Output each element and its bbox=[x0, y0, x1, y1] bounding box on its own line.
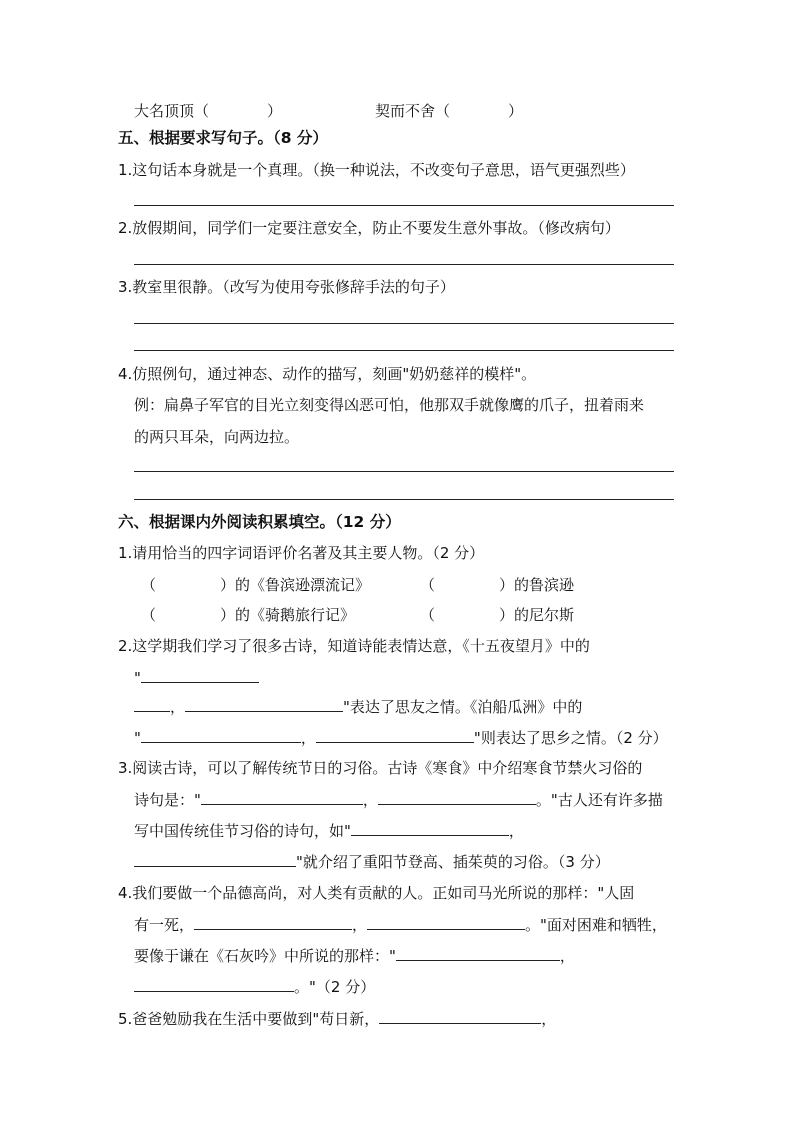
s5-q4-answer-line-2[interactable] bbox=[134, 499, 674, 500]
s6-q2-blank-4[interactable] bbox=[316, 727, 474, 743]
s6-q2-line-3 bbox=[134, 696, 582, 717]
s6-q4-line-2 bbox=[134, 914, 667, 935]
character-text: ）的尼尔斯 bbox=[499, 606, 575, 624]
s6-q2-line-4-text: "则表达了思乡之情。（2 分） bbox=[473, 729, 668, 747]
comma: ， bbox=[559, 947, 575, 965]
s6-q4-blank-2[interactable] bbox=[367, 914, 525, 930]
s6-q1-row2-left bbox=[141, 605, 355, 625]
s6-q3-blank-3[interactable] bbox=[351, 820, 509, 836]
character-text: ）的鲁滨逊 bbox=[499, 576, 575, 594]
s6-q1-row1-left bbox=[141, 575, 370, 595]
s5-question-1: 1.这句话本身就是一个真理。（换一种说法，不改变句子意思，语气更强烈些） bbox=[118, 161, 635, 179]
s6-q4-blank-3[interactable] bbox=[396, 945, 560, 961]
s6-q4-line-3-text: 要像于谦在《石灰吟》中所说的那样：" bbox=[134, 947, 396, 965]
comma: ， bbox=[362, 791, 378, 809]
idiom-item-2-close: ） bbox=[508, 102, 524, 120]
s6-question-5 bbox=[118, 1008, 556, 1029]
s6-q2-line-2 bbox=[134, 667, 259, 688]
s6-question-1: 1.请用恰当的四字词语评价名著及其主要人物。（2 分） bbox=[118, 544, 485, 562]
s6-q4-line-4-text: 。"（2 分） bbox=[294, 978, 376, 996]
idiom-item-2-label: 契而不舍（ bbox=[375, 102, 451, 120]
comma: ， bbox=[541, 1010, 557, 1028]
s5-question-2: 2.放假期间，同学们一定要注意安全，防止不要发生意外事故。（修改病句） bbox=[118, 219, 620, 237]
s6-q1-row2-right bbox=[420, 605, 574, 625]
s6-q3-blank-2[interactable] bbox=[378, 789, 536, 805]
idiom-item-2 bbox=[375, 101, 523, 121]
idiom-item-1-label: 大名顶顶（ bbox=[134, 102, 210, 120]
comma: ， bbox=[170, 698, 186, 716]
open-paren: （ bbox=[141, 606, 157, 624]
comma: ， bbox=[352, 916, 368, 934]
s5-q4-example-line-2: 的两只耳朵，向两边拉。 bbox=[134, 428, 300, 446]
s5-q4-answer-line-1[interactable] bbox=[134, 471, 674, 472]
s5-question-4: 4.仿照例句，通过神态、动作的描写，刻画"奶奶慈祥的模样"。 bbox=[118, 365, 537, 383]
book-title-text: ）的《鲁滨逊漂流记》 bbox=[220, 576, 371, 594]
open-quote: " bbox=[134, 729, 141, 747]
s6-q3-blank-4[interactable] bbox=[134, 851, 296, 867]
section-5-title: 五、根据要求写句子。（8 分） bbox=[118, 129, 328, 147]
open-paren: （ bbox=[420, 576, 436, 594]
s6-q4-blank-4[interactable] bbox=[134, 976, 294, 992]
s6-q4-line-2-text: 有一死， bbox=[134, 916, 195, 934]
s5-q4-example-line-1: 例：扁鼻子军官的目光立刻变得凶恶可怕，他那双手就像鹰的爪子，扭着雨来 bbox=[134, 396, 645, 414]
s6-q3-blank-1[interactable] bbox=[201, 789, 363, 805]
s5-q3-answer-line-2[interactable] bbox=[134, 350, 674, 351]
s5-q1-answer-line[interactable] bbox=[134, 205, 674, 206]
s6-question-3: 3.阅读古诗，可以了解传统节日的习俗。古诗《寒食》中介绍寒食节禁火习俗的 bbox=[118, 759, 643, 777]
s6-q5-text: 5.爸爸勉励我在生活中要做到"苟日新， bbox=[118, 1010, 380, 1028]
s6-q3-line-3 bbox=[134, 820, 524, 841]
s6-q3-line-4-text: "就介绍了重阳节登高、插茱萸的习俗。（3 分） bbox=[296, 853, 610, 871]
s6-q4-line-2-end: 。"面对困难和牺牲， bbox=[525, 916, 667, 934]
s6-q2-line-3-text: "表达了思友之情。《泊船瓜洲》中的 bbox=[343, 698, 583, 716]
s6-q2-line-4 bbox=[134, 727, 668, 748]
idiom-item-1-close: ） bbox=[267, 102, 283, 120]
s6-q5-blank-1[interactable] bbox=[379, 1008, 541, 1024]
comma: ， bbox=[508, 822, 524, 840]
s6-question-4: 4.我们要做一个品德高尚，对人类有贡献的人。正如司马光所说的那样："人固 bbox=[118, 884, 635, 902]
s5-q3-answer-line-1[interactable] bbox=[134, 323, 674, 324]
s6-question-2: 2.这学期我们学习了很多古诗，知道诗能表情达意，《十五夜望月》中的 bbox=[118, 637, 590, 655]
s6-q3-line-4 bbox=[134, 851, 610, 872]
open-quote: " bbox=[134, 669, 141, 687]
s6-q4-line-3 bbox=[134, 945, 575, 966]
s6-q3-line-3-text: 写中国传统佳节习俗的诗句，如" bbox=[134, 822, 351, 840]
s6-q2-blank-1-cont[interactable] bbox=[134, 696, 170, 712]
open-paren: （ bbox=[141, 576, 157, 594]
s5-question-3: 3.教室里很静。（改写为使用夸张修辞手法的句子） bbox=[118, 278, 455, 296]
s6-q3-line-2-end: 。"古人还有许多描 bbox=[535, 791, 663, 809]
section-6-title: 六、根据课内外阅读积累填空。（12 分） bbox=[118, 513, 401, 531]
s6-q3-line-2-text: 诗句是：" bbox=[134, 791, 201, 809]
s5-q2-answer-line[interactable] bbox=[134, 264, 674, 265]
comma: ， bbox=[300, 729, 316, 747]
s6-q2-blank-3[interactable] bbox=[141, 727, 301, 743]
s6-q2-blank-1[interactable] bbox=[141, 667, 259, 683]
s6-q3-line-2 bbox=[134, 789, 663, 810]
s6-q4-line-4 bbox=[134, 976, 375, 997]
open-paren: （ bbox=[420, 606, 436, 624]
book-title-text: ）的《骑鹅旅行记》 bbox=[220, 606, 356, 624]
s6-q4-blank-1[interactable] bbox=[194, 914, 352, 930]
idiom-item-1 bbox=[134, 101, 282, 121]
s6-q2-blank-2[interactable] bbox=[185, 696, 343, 712]
s6-q1-row1-right bbox=[420, 575, 574, 595]
